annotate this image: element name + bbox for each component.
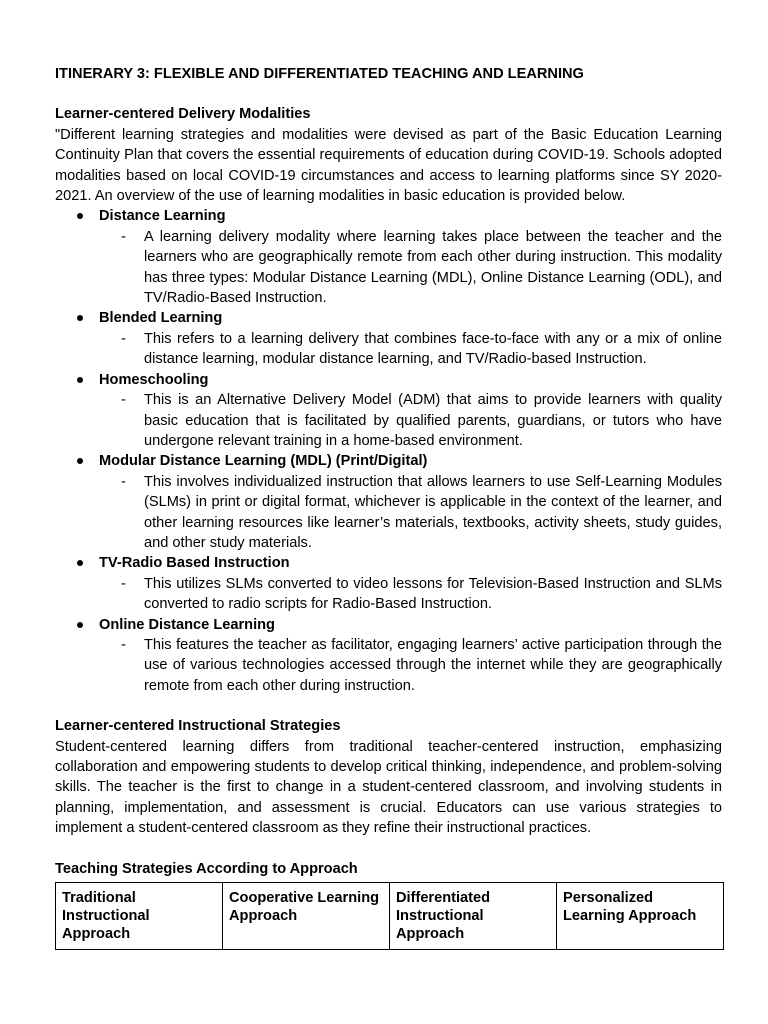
list-item-modular-distance-learning [55,451,722,553]
dash-marker: - [121,228,126,245]
dash-marker: - [121,330,126,347]
section-heading-delivery-modalities: Learner-centered Delivery Modalities [55,106,311,123]
modality-description-text: This refers to a learning delivery that combines face-to-face with any or a mix of online distance learning, modular distance learning, and TV/Radio-based Instruction. [144,330,722,368]
dash-marker: - [121,473,126,490]
bullet-icon [77,315,83,321]
spacer [55,839,722,859]
modality-label: Distance Learning [99,208,226,225]
bullet-icon [77,377,83,383]
modality-description [99,574,722,615]
modality-description [99,635,722,696]
modality-description-text: This utilizes SLMs converted to video lessons for Television-Based Instruction and SLMs converted to radio scripts for Radio-Based Instruction. [144,575,722,613]
modality-list [55,206,722,696]
bullet-icon [77,213,83,219]
approach-table [55,882,724,950]
list-item-homeschooling [55,370,722,452]
section-heading-teaching-strategies: Teaching Strategies According to Approach [55,860,358,877]
modality-description-text: This involves individualized instruction that allows learners to use Self-Learning Modules (SLMs) in print or digital format, whichever is applicable in the context of the learner, and other learning resources like learner’s materials, textbooks, activity sheets, study guides, and other study materials. [144,473,722,551]
table-header-cell: Traditional Instructional Approach [56,883,223,950]
intro-paragraph: "Different learning strategies and modalities were devised as part of the Basic Education Learning Continuity Plan that covers the essential requirements of education during COVID-19. Schools adopted modalities based on local COVID-19 circumstances and access to learning platforms since SY 2020-2021. An overview of the use of learning modalities in basic education is provided below. [55,126,722,205]
modality-label: Blended Learning [99,310,223,327]
dash-marker: - [121,636,126,653]
modality-description-text: A learning delivery modality where learning takes place between the teacher and the learners who are geographically remote from each other during instruction. This modality has three types: Modular Distance Learning (MDL), Online Distance Learning (ODL), and TV/Radio-Based Instruction. [144,228,722,307]
spacer [55,696,722,716]
list-item-tv-radio-instruction [55,553,722,614]
list-item-distance-learning [55,206,722,308]
bullet-icon [77,458,83,464]
modality-description [99,472,722,554]
bullet-icon [77,560,83,566]
modality-description-text: This features the teacher as facilitator, engaging learners’ active participation through the use of various technologies accessed through the internet while they are geographically remote from each other during instruction. [144,636,722,694]
table-header-cell: Cooperative Learning Approach [223,883,390,950]
modality-label: Online Distance Learning [99,616,275,633]
modality-description [99,390,722,451]
dash-marker: - [121,575,126,592]
list-item-online-distance-learning [55,615,722,697]
dash-marker: - [121,392,126,409]
strategies-paragraph: Student-centered learning differs from traditional teacher-centered instruction, emphasizing collaboration and empowering students to develop critical thinking, independence, and problem-solving skills. The teacher is the first to change in a student-centered classroom, and involving students in planning, implementation, and assessment is crucial. Educators can use various strategies to implement a student-centered classroom as they refine their instructional practices. [55,738,722,837]
section-heading-instructional-strategies: Learner-centered Instructional Strategies [55,718,341,735]
modality-description-text: This is an Alternative Delivery Model (ADM) that aims to provide learners with quality basic education that is facilitated by qualified parents, guardians, or tutors who have undergone relevant training in a home-based environment. [144,392,722,449]
page-title: ITINERARY 3: FLEXIBLE AND DIFFERENTIATED TEACHING AND LEARNING [55,66,584,82]
bullet-icon [77,622,83,628]
modality-description [99,227,722,309]
modality-label: Modular Distance Learning (MDL) (Print/Digital) [99,453,428,470]
list-item-blended-learning [55,308,722,369]
table-header-cell: Personalized Learning Approach [557,883,724,950]
modality-label: TV-Radio Based Instruction [99,555,290,572]
modality-label: Homeschooling [99,371,209,388]
table-header-row [56,883,724,950]
modality-description [99,329,722,370]
table-header-cell: Differentiated Instructional Approach [390,883,557,950]
